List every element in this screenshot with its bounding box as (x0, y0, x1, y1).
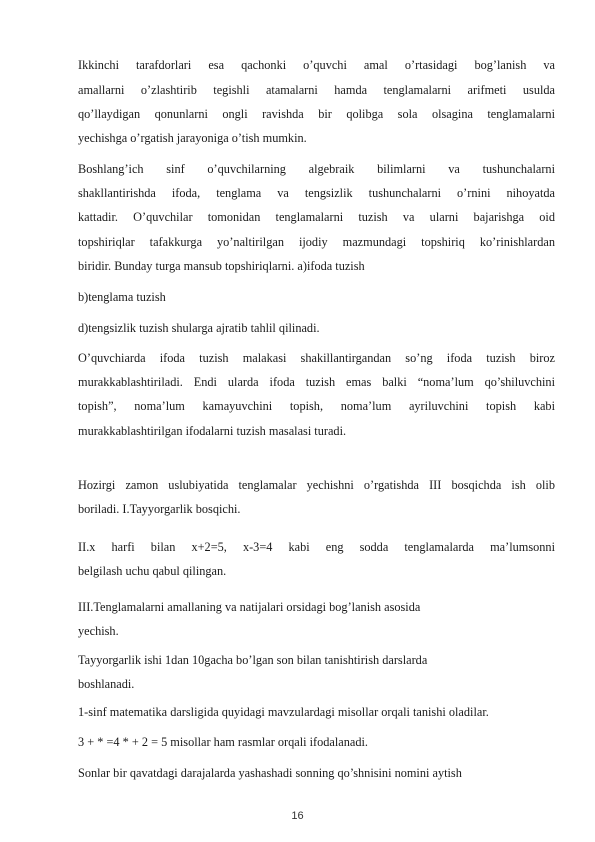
text-line: Hozirgi zamon uslubiyatida tenglamalar yechishni o’rgatishda III bosqichda ish olib (78, 478, 555, 492)
text-line: murakkablashtiriladi. Endi ularda ifoda tuzish emas balki “noma’lum qo’shiluvchini (78, 375, 555, 389)
text-line: II.x harfi bilan x+2=5, x-3=4 kabi eng sodda tenglamalarda ma’lumsonni (78, 540, 555, 554)
text-line: biridir. Bunday turga mansub topshiriqlarni. a)ifoda tuzish (78, 259, 365, 273)
text-line: boriladi. I.Tayyorgarlik bosqichi. (78, 502, 241, 516)
text-line: yechishga o’rgatish jarayoniga o’tish mumkin. (78, 131, 307, 145)
text-line: topshiriqlar tafakkurga yo’naltirilgan ijodiy mazmundagi topshiriq ko’rinishlardan (78, 235, 555, 249)
text-line: boshlanadi. (78, 677, 135, 691)
text-line: Boshlang’ich sinf o’quvchilarning algebraik bilimlarni va tushunchalarni (78, 162, 555, 176)
text-line: Sonlar bir qavatdagi darajalarda yashashadi sonning qo’shnisini nomini aytish (78, 766, 462, 780)
text-line: belgilash uchu qabul qilingan. (78, 564, 227, 578)
text-line: III.Tenglamalarni amallaning va natijalari orsidagi bog’lanish asosida (78, 600, 421, 614)
text-line: qo’llaydigan qonunlarni ongli ravishda bir qolibga sola olsagina tenglamalarni (78, 107, 555, 121)
text-line: kattadir. O’quvchilar tomonidan tenglamalarni tuzish va ularni bajarishga oid (78, 210, 555, 224)
text-line: Ikkinchi tarafdorlari esa qachonki o’quvchi amal o’rtasidagi bog’lanish va (78, 58, 555, 72)
text-line: Tayyorgarlik ishi 1dan 10gacha bo’lgan son bilan tanishtirish darslarda (78, 653, 428, 667)
text-line: topish”, noma’lum kamayuvchini topish, noma’lum ayriluvchini topish kabi (78, 399, 555, 413)
text-line: amallarni o’zlashtirib tegishli atamalarni hamda tenglamalarni arifmeti usulda (78, 83, 555, 97)
page-number: 16 (291, 810, 304, 822)
list-item: b)tenglama tuzish (78, 290, 166, 304)
text-line: 3 + * =4 * + 2 = 5 misollar ham rasmlar orqali ifodalanadi. (78, 735, 369, 749)
text-line: O’quvchiarda ifoda tuzish malakasi shakillantirgandan so’ng ifoda tuzish biroz (78, 351, 555, 365)
text-line: yechish. (78, 624, 119, 638)
text-line: 1-sinf matematika darsligida quyidagi mavzulardagi misollar orqali tanishi oladilar. (78, 705, 489, 719)
text-line: murakkablashtirilgan ifodalarni tuzish masalasi turadi. (78, 424, 347, 438)
list-item: d)tengsizlik tuzish shularga ajratib tahlil qilinadi. (78, 321, 320, 335)
text-line: shakllantirishda ifoda, tenglama va tengsizlik tushunchalarni o’rnini nihoyatda (78, 186, 555, 200)
